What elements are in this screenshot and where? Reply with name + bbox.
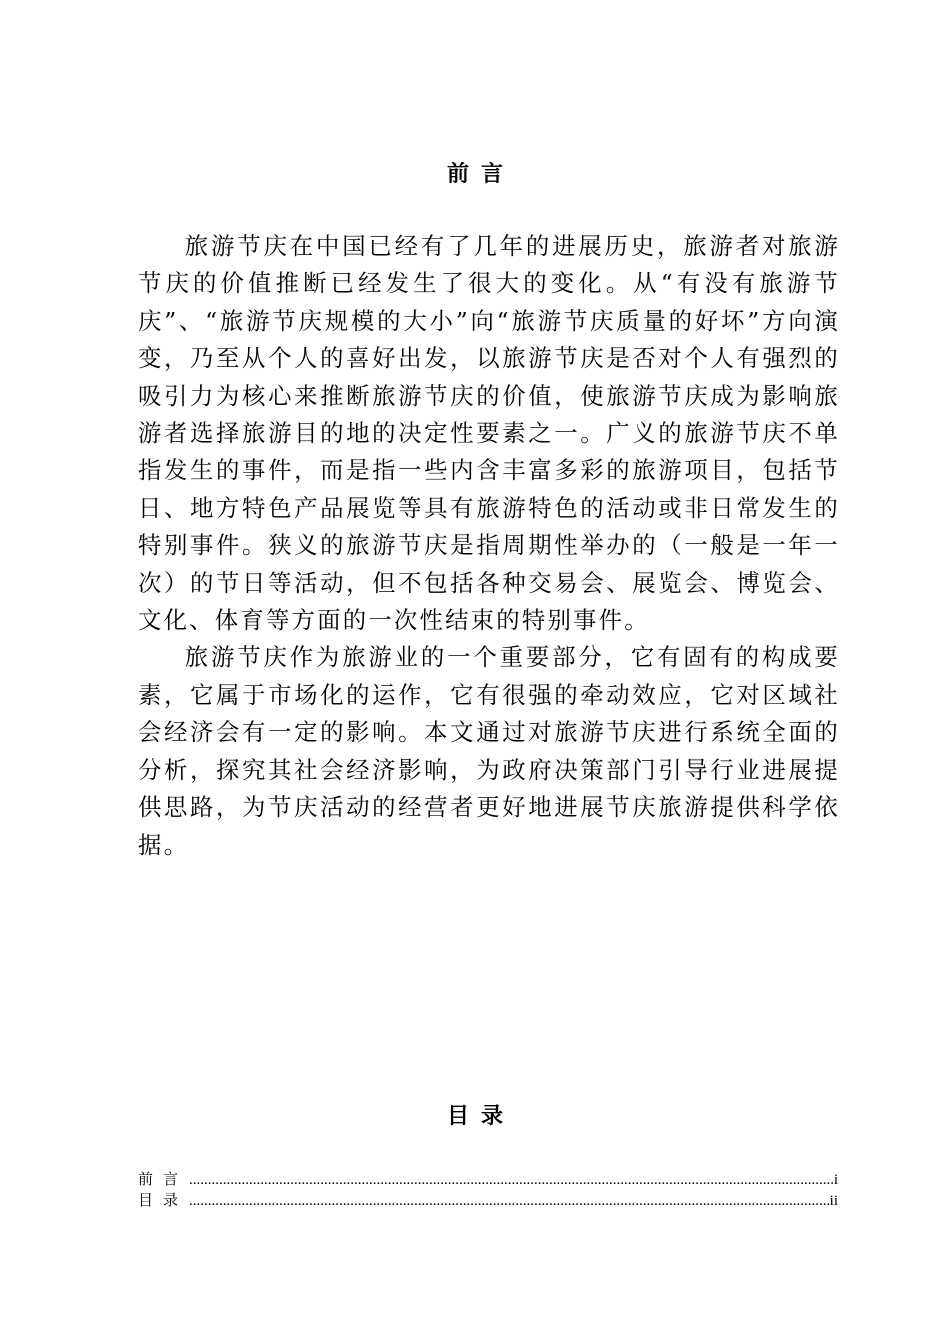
- toc-entry-contents[interactable]: [138, 1191, 838, 1212]
- preface-paragraph-2: 旅游节庆作为旅游业的一个重要部分，它有固有的构成要素，它属于市场化的运作，它有很强的牵动效应，它对区域社会经济会有一定的影响。本文通过对旅游节庆进行系统全面的分析，探究其社会经济影响，为政府决策部门引导行业进展提供思路，为节庆活动的经营者更好地进展节庆旅游提供科学依据。: [138, 643, 840, 859]
- table-of-contents: [138, 1170, 838, 1212]
- toc-entry-page: i: [833, 1172, 838, 1188]
- preface-body: [138, 228, 840, 864]
- toc-entry-preface[interactable]: [138, 1170, 838, 1191]
- preface-title: 前言: [446, 162, 515, 187]
- toc-leader-dots: [189, 1170, 833, 1191]
- toc-entry-label: 前言: [138, 1172, 189, 1188]
- toc-entry-page: ii: [829, 1193, 838, 1209]
- toc-entry-label: 目录: [138, 1193, 189, 1209]
- preface-paragraph-1: 旅游节庆在中国已经有了几年的进展历史，旅游者对旅游节庆的价值推断已经发生了很大的变化。从“有没有旅游节庆”、“旅游节庆规模的大小”向“旅游节庆质量的好坏”方向演变，乃至从个人的喜好出发，以旅游节庆是否对个人有强烈的吸引力为核心来推断旅游节庆的价值，使旅游节庆成为影响旅游者选择旅游目的地的决定性要素之一。广义的旅游节庆不单指发生的事件，而是指一些内含丰富多彩的旅游项目，包括节日、地方特色产品展览等具有旅游特色的活动或非日常发生的特别事件。狭义的旅游节庆是指周期性举办的（一般是一年一次）的节日等活动，但不包括各种交易会、展览会、博览会、文化、体育等方面的一次性结束的特别事件。: [138, 232, 840, 635]
- toc-leader-dots: [189, 1191, 829, 1212]
- toc-title: 目录: [446, 1104, 515, 1129]
